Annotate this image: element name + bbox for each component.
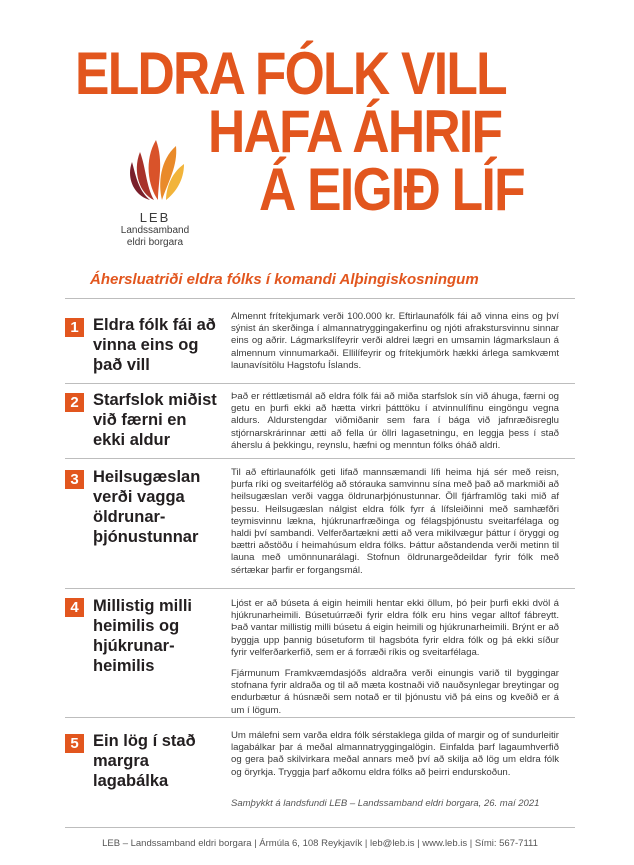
- item-1-paragraph: Almennt frítekjumark verði 100.000 kr. Eftirlaunafólk fái að vinna eins og því sýnist án skerðinga í almannatryggingakerfinu og njóti afrakstursvinnu sinnar eins og aðrir. Lágmarkslífeyrir verði aldrei lægri en umsamin lágmarkslaun á almennum vinnumarkaði. Ellilífeyrir og frítekjumörk hækki árlega samkvæmt launavísitölu Hagstofu Íslands.: [231, 311, 559, 371]
- item-title-5: Ein lög í stað margra lagabálka: [93, 732, 196, 790]
- subtitle: Áhersluatriði eldra fólks í komandi Alþingiskosningum: [90, 271, 479, 288]
- item-title-1: Eldra fólk fái að vinna eins og það vill: [93, 316, 216, 374]
- divider: [65, 588, 575, 589]
- logo-name-line-2: eldri borgara: [126, 237, 184, 248]
- item-4-paragraph-2: Fjármunum Framkvæmdasjóðs aldraðra verði einungis varið til byggingar stofnana fyrir aldraða og til að mæta kostnaði við nauðsynlegar breytingar og endurbætur á húsnæði sem notað er til þjónustu við þá eins og kveðið er á um í lögum.: [231, 668, 559, 716]
- logo-abbreviation: LEB: [139, 210, 171, 225]
- item-body-3: [231, 467, 559, 586]
- item-5-paragraph: Um málefni sem varða eldra fólk sérstaklega gilda of margir og of sundurleitir lagabálkar þar á meðal almannatryggingalögin. Einfalda þarf lagaumhverfið og gera það skilvirkara meðal annars með því að skilja að lög um eldra fólk og öryrkja. Tryggja þarf aðkomu eldra fólks að þeirri endurskoðun.: [231, 730, 559, 778]
- divider: [65, 717, 575, 718]
- signature-line: Samþykkt á landsfundi LEB – Landssamband eldri borgara, 26. maí 2021: [231, 798, 540, 809]
- item-title-2: Starfslok miðist við færni en ekki aldur: [93, 391, 217, 449]
- divider: [65, 383, 575, 384]
- item-4-paragraph-1: Ljóst er að búseta á eigin heimili hentar ekki öllum, þó þeir þurfi ekki dvöl á hjúkrunarheimili. Búsetuúrræði fyrir eldra fólk eru hins vegar alltof fábreytt. Það vantar millistig milli búsetu á eigin heimili og hjúkrunarheimili. Brýnt er að byggja upp þannig búsetuform til hagsbóta fyrir eldra fólk og þá ekki síður fyrir velferðarkerfið, sem er á forræði ríkis og sveitarfélaga.: [231, 598, 559, 658]
- item-body-1: [231, 311, 559, 381]
- item-body-2: [231, 391, 559, 461]
- leb-logo: [100, 134, 210, 249]
- divider: [65, 458, 575, 459]
- item-3-paragraph: Til að eftirlaunafólk geti lifað mannsæmandi lífi heima hjá sér með reisn, þurfa ríki og sveitarfélög að stórauka samvinnu sína með það að markmiði að heilsugæslan verði vagga öldrunarþjónustunnar. Öll fjárframlög taki mið af þessu. Heilsugæslan nálgist eldra fólk fyrr á lífsleiðinni með samhæfðri teymisvinnu lækna, hjúkrunarfræðinga og félagsþjónustu sveitarfélaga og haldi því sambandi. Velferðartækni ætti að vera mikilvægur þáttur í öryggi og bættri aðstöðu í heimahúsum eldra fólks. Þáttur aðstandenda verði metinn til launa með umönnunarálagi. Stofnun öldrunargeðdeildar fyrir fólk með sértækar þarfir er forgangsmál.: [231, 467, 559, 576]
- footer-divider: [65, 827, 575, 828]
- item-number-4: 4: [65, 598, 84, 617]
- divider: [65, 298, 575, 299]
- footer-contact: LEB – Landssamband eldri borgara | Ármúla 6, 108 Reykjavík | leb@leb.is | www.leb.is | Sími: 567-7111: [102, 838, 538, 849]
- headline-line-1: ELDRA FÓLK VILL: [75, 40, 506, 107]
- item-body-5: [231, 730, 559, 788]
- item-number-5: 5: [65, 734, 84, 753]
- item-number-2: 2: [65, 393, 84, 412]
- item-title-3: Heilsugæslan verði vagga öldrunar-þjónustunnar: [93, 468, 201, 546]
- item-number-1: 1: [65, 318, 84, 337]
- headline-line-2: HAFA ÁHRIF: [208, 98, 502, 165]
- item-2-paragraph: Það er réttlætismál að eldra fólk fái að miða starfslok sín við áhuga, færni og getu en þurfi ekki að hætta virkri þátttöku í atvinnulífinu eingöngu vegna aldurs. Aldurstengdar viðmiðanir sem fara í bága við jafnræðisreglu stjórnarskrárinnar ætti að fella úr öllri lagasetningu, en leggja þess í stað áherslu á þekkingu, reynslu, hæfni og menntun fólks óháð aldri.: [231, 391, 559, 451]
- logo-name-line-1: Landssamband: [120, 225, 190, 236]
- headline-line-3: Á EIGIÐ LÍF: [259, 156, 524, 223]
- flame-logo-icon: [120, 134, 190, 204]
- item-title-4: Millistig milli heimilis og hjúkrunar-heimilis: [93, 597, 193, 675]
- item-number-3: 3: [65, 470, 84, 489]
- item-body-4: [231, 598, 559, 726]
